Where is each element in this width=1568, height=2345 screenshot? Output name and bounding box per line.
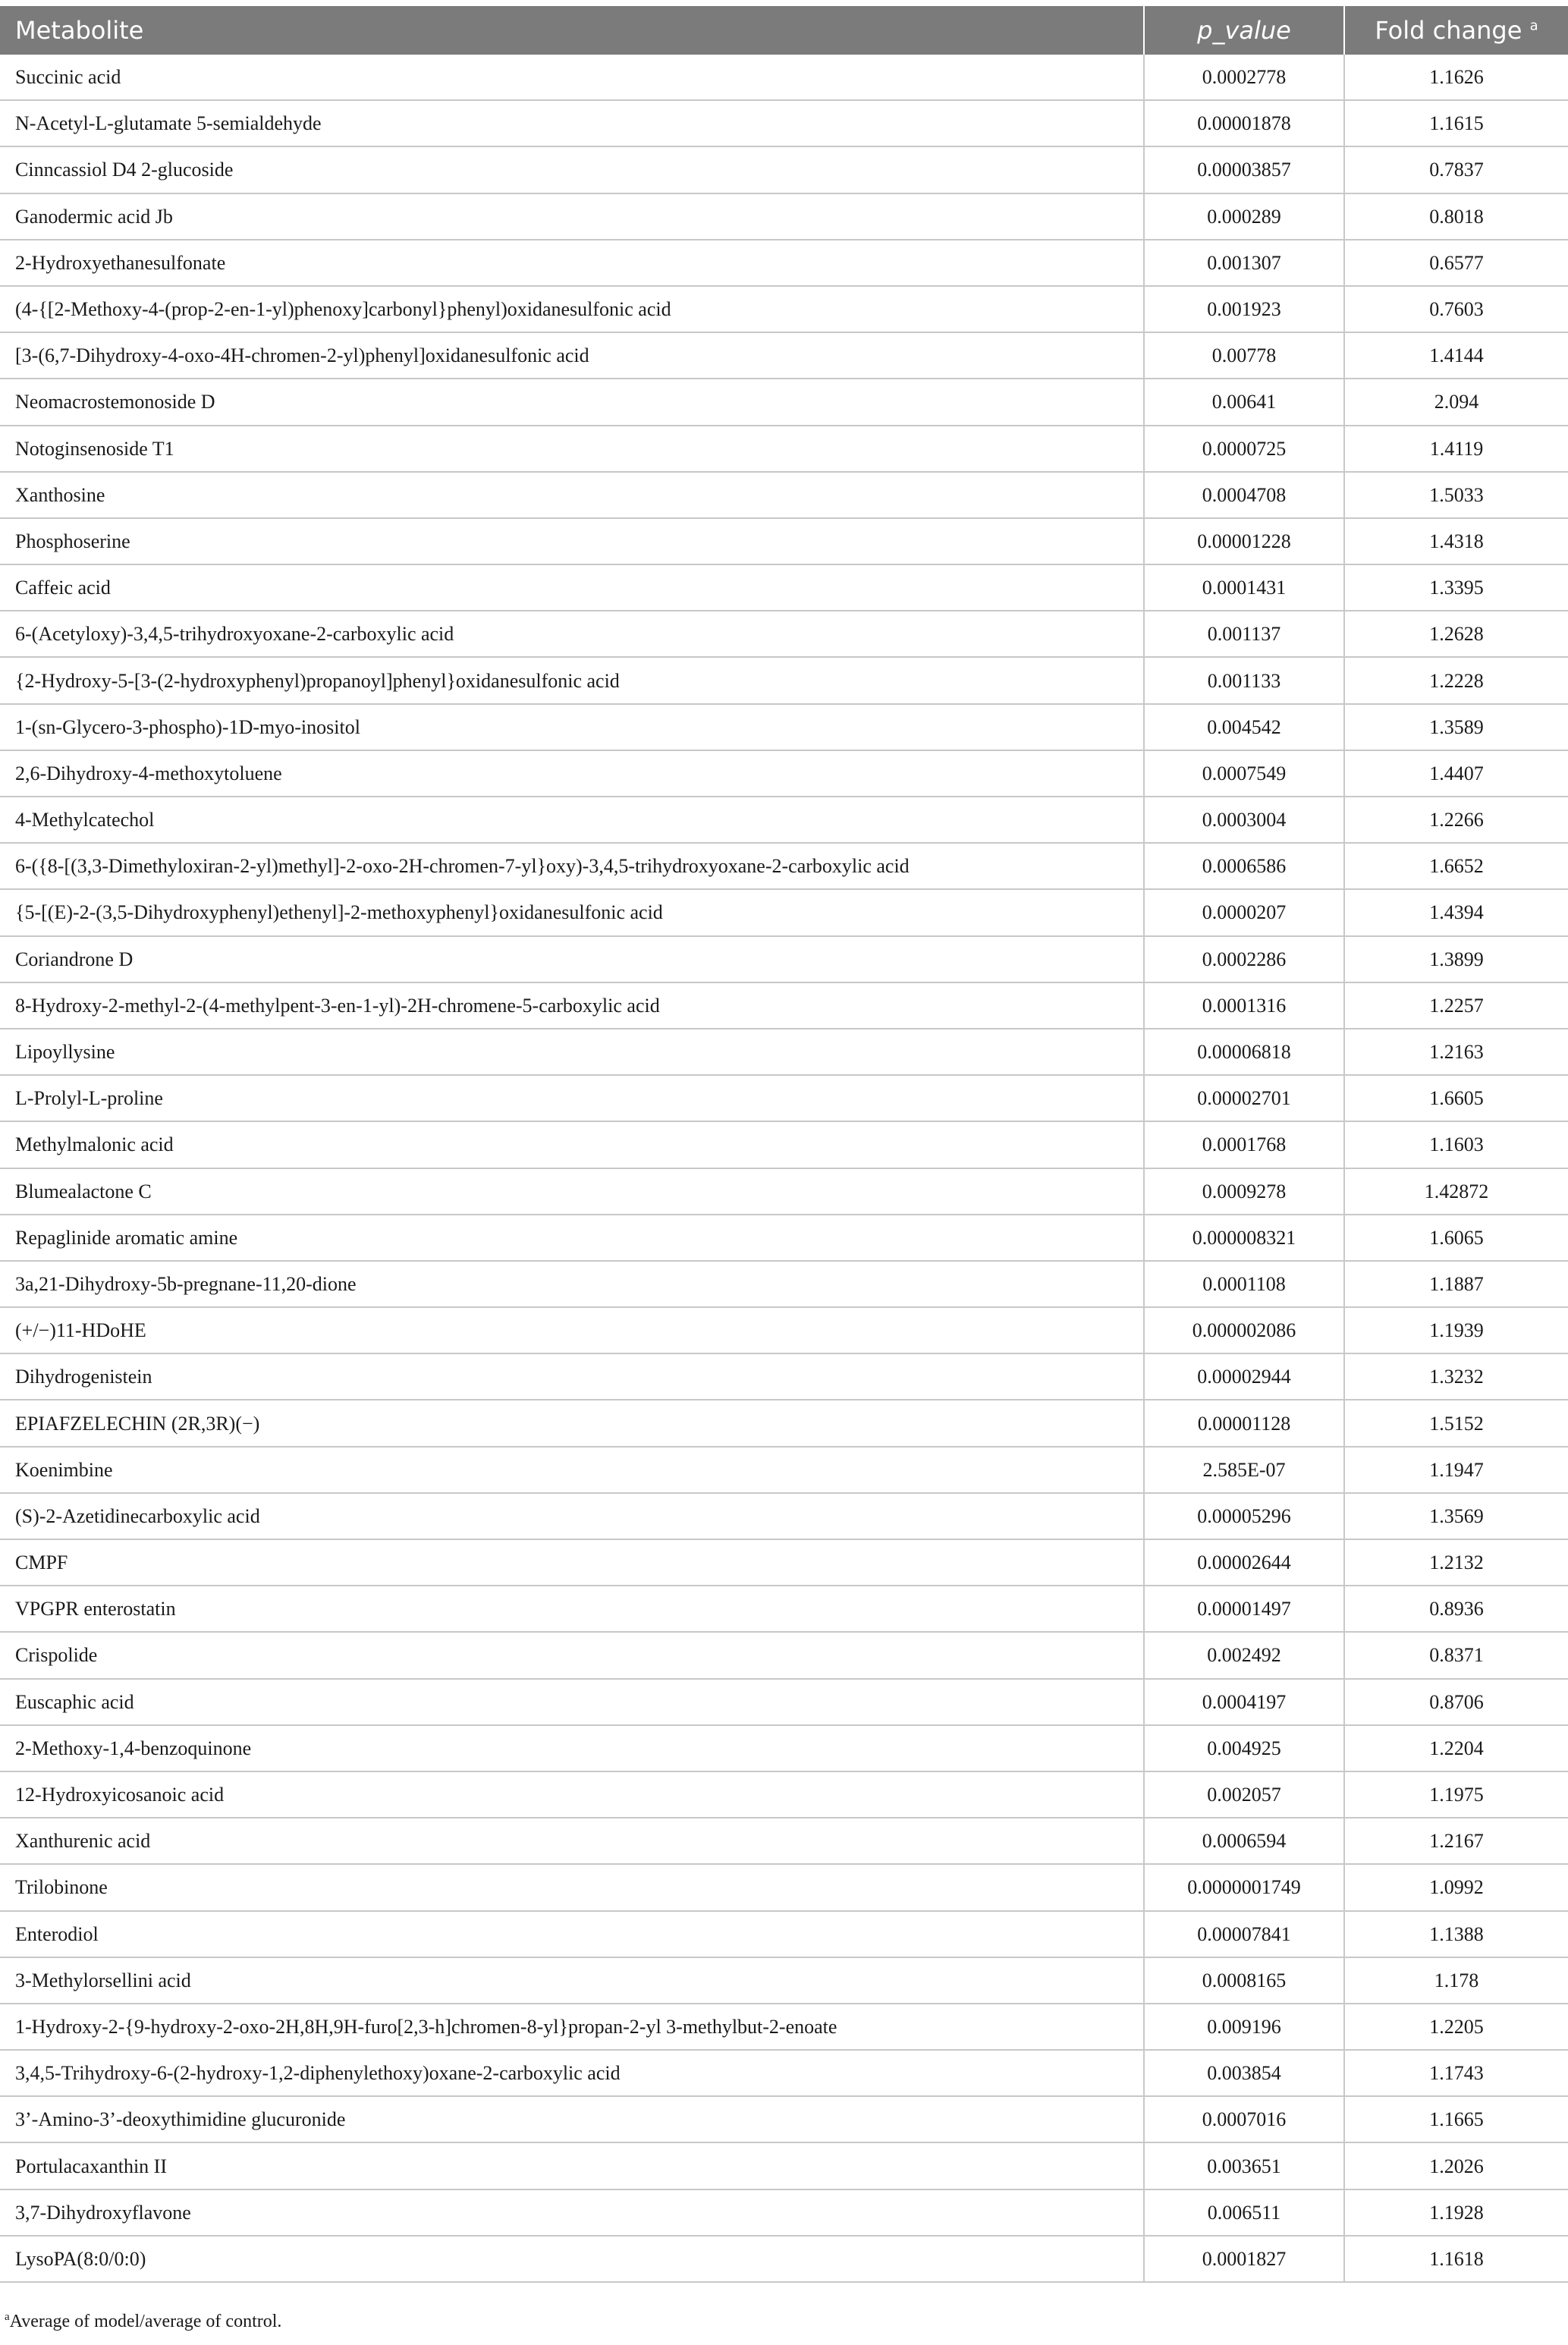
p-value-cell: 0.0000207 bbox=[1144, 889, 1344, 935]
p-value-cell: 0.003651 bbox=[1144, 2142, 1344, 2189]
p-value-cell: 0.000002086 bbox=[1144, 1307, 1344, 1353]
fold-change-cell: 0.8018 bbox=[1344, 193, 1568, 240]
metabolite-cell: Phosphoserine bbox=[0, 518, 1144, 564]
fold-change-cell: 1.1928 bbox=[1344, 2189, 1568, 2236]
table-row bbox=[0, 750, 1568, 797]
table-row bbox=[0, 1679, 1568, 1725]
metabolite-cell: Repaglinide aromatic amine bbox=[0, 1215, 1144, 1261]
p-value-cell: 0.004925 bbox=[1144, 1725, 1344, 1771]
table-row bbox=[0, 518, 1568, 564]
p-value-cell: 0.004542 bbox=[1144, 704, 1344, 750]
fold-change-cell: 1.2257 bbox=[1344, 982, 1568, 1029]
table-row bbox=[0, 843, 1568, 889]
fold-change-cell: 1.2266 bbox=[1344, 797, 1568, 843]
p-value-cell: 0.001307 bbox=[1144, 240, 1344, 286]
metabolite-cell: 1-Hydroxy-2-{9-hydroxy-2-oxo-2H,8H,9H-furo[2,3-h]chromen-8-yl}propan-2-yl 3-methylbut-2-enoate bbox=[0, 2004, 1144, 2050]
metabolite-cell: Neomacrostemonoside D bbox=[0, 379, 1144, 425]
table-row bbox=[0, 1493, 1568, 1539]
p-value-cell: 0.00002644 bbox=[1144, 1539, 1344, 1586]
table-row bbox=[0, 2189, 1568, 2236]
fold-change-cell: 1.3589 bbox=[1344, 704, 1568, 750]
metabolite-cell: {5-[(E)-2-(3,5-Dihydroxyphenyl)ethenyl]-2-methoxyphenyl}oxidanesulfonic acid bbox=[0, 889, 1144, 935]
metabolite-cell: {2-Hydroxy-5-[3-(2-hydroxyphenyl)propanoyl]phenyl}oxidanesulfonic acid bbox=[0, 657, 1144, 703]
metabolite-cell: 6-(Acetyloxy)-3,4,5-trihydroxyoxane-2-carboxylic acid bbox=[0, 611, 1144, 657]
fold-change-cell: 1.4394 bbox=[1344, 889, 1568, 935]
metabolite-cell: Koenimbine bbox=[0, 1447, 1144, 1493]
table-row bbox=[0, 889, 1568, 935]
p-value-cell: 0.00002944 bbox=[1144, 1353, 1344, 1400]
fold-change-cell: 1.3395 bbox=[1344, 564, 1568, 611]
p-value-cell: 0.0001768 bbox=[1144, 1121, 1344, 1168]
fold-change-cell: 1.1603 bbox=[1344, 1121, 1568, 1168]
p-value-cell: 0.00001497 bbox=[1144, 1586, 1344, 1632]
fold-change-cell: 1.4318 bbox=[1344, 518, 1568, 564]
table-row bbox=[0, 286, 1568, 332]
fold-change-cell: 1.4144 bbox=[1344, 332, 1568, 379]
metabolite-cell: Xanthosine bbox=[0, 472, 1144, 518]
fold-change-cell: 1.3232 bbox=[1344, 1353, 1568, 1400]
p-value-cell: 0.001137 bbox=[1144, 611, 1344, 657]
p-value-cell: 0.00778 bbox=[1144, 332, 1344, 379]
table-row bbox=[0, 1215, 1568, 1261]
p-value-cell: 0.003854 bbox=[1144, 2050, 1344, 2096]
p-value-cell: 0.0006594 bbox=[1144, 1818, 1344, 1864]
metabolite-cell: 2-Hydroxyethanesulfonate bbox=[0, 240, 1144, 286]
table-row bbox=[0, 1586, 1568, 1632]
table-row bbox=[0, 1307, 1568, 1353]
header-fold-change-footnote-marker: a bbox=[1529, 17, 1538, 34]
fold-change-cell: 1.2228 bbox=[1344, 657, 1568, 703]
table-row bbox=[0, 704, 1568, 750]
p-value-cell: 0.00001878 bbox=[1144, 100, 1344, 146]
fold-change-cell: 1.2026 bbox=[1344, 2142, 1568, 2189]
fold-change-cell: 1.4407 bbox=[1344, 750, 1568, 797]
metabolite-cell: 12-Hydroxyicosanoic acid bbox=[0, 1771, 1144, 1818]
p-value-cell: 0.0000725 bbox=[1144, 426, 1344, 472]
p-value-cell: 0.001923 bbox=[1144, 286, 1344, 332]
p-value-cell: 0.0001316 bbox=[1144, 982, 1344, 1029]
metabolite-cell: Euscaphic acid bbox=[0, 1679, 1144, 1725]
metabolite-cell: Portulacaxanthin II bbox=[0, 2142, 1144, 2189]
table-row bbox=[0, 472, 1568, 518]
fold-change-cell: 1.2167 bbox=[1344, 1818, 1568, 1864]
fold-change-cell: 1.5152 bbox=[1344, 1400, 1568, 1446]
metabolite-cell: Dihydrogenistein bbox=[0, 1353, 1144, 1400]
fold-change-cell: 1.1887 bbox=[1344, 1261, 1568, 1307]
table-body bbox=[0, 55, 1568, 2282]
metabolite-cell: 3,4,5-Trihydroxy-6-(2-hydroxy-1,2-diphenylethoxy)oxane-2-carboxylic acid bbox=[0, 2050, 1144, 2096]
fold-change-cell: 1.3569 bbox=[1344, 1493, 1568, 1539]
fold-change-cell: 1.2628 bbox=[1344, 611, 1568, 657]
metabolite-cell: Trilobinone bbox=[0, 1864, 1144, 1910]
metabolite-cell: EPIAFZELECHIN (2R,3R)(−) bbox=[0, 1400, 1144, 1446]
table-row bbox=[0, 2050, 1568, 2096]
table-row bbox=[0, 936, 1568, 982]
fold-change-cell: 0.7837 bbox=[1344, 146, 1568, 193]
p-value-cell: 0.002492 bbox=[1144, 1632, 1344, 1678]
p-value-cell: 0.0001827 bbox=[1144, 2236, 1344, 2282]
metabolite-cell: Notoginsenoside T1 bbox=[0, 426, 1144, 472]
table-row bbox=[0, 1121, 1568, 1168]
metabolite-cell: 2-Methoxy-1,4-benzoquinone bbox=[0, 1725, 1144, 1771]
table-row bbox=[0, 1632, 1568, 1678]
metabolite-cell: Lipoyllysine bbox=[0, 1029, 1144, 1075]
p-value-cell: 0.00003857 bbox=[1144, 146, 1344, 193]
header-row bbox=[0, 6, 1568, 55]
table-row bbox=[0, 1864, 1568, 1910]
metabolite-cell: Caffeic acid bbox=[0, 564, 1144, 611]
header-fold-change-label: Fold change bbox=[1375, 16, 1522, 45]
metabolite-cell: N-Acetyl-L-glutamate 5-semialdehyde bbox=[0, 100, 1144, 146]
fold-change-cell: 1.6605 bbox=[1344, 1075, 1568, 1121]
table-row bbox=[0, 1075, 1568, 1121]
metabolite-cell: Blumealactone C bbox=[0, 1168, 1144, 1215]
metabolite-cell: 3,7-Dihydroxyflavone bbox=[0, 2189, 1144, 2236]
fold-change-cell: 1.4119 bbox=[1344, 426, 1568, 472]
table-row bbox=[0, 1818, 1568, 1864]
table-row bbox=[0, 100, 1568, 146]
table-row bbox=[0, 426, 1568, 472]
metabolite-cell: 2,6-Dihydroxy-4-methoxytoluene bbox=[0, 750, 1144, 797]
metabolite-cell: LysoPA(8:0/0:0) bbox=[0, 2236, 1144, 2282]
p-value-cell: 0.000008321 bbox=[1144, 1215, 1344, 1261]
fold-change-cell: 0.8936 bbox=[1344, 1586, 1568, 1632]
table-row bbox=[0, 1168, 1568, 1215]
p-value-cell: 0.00005296 bbox=[1144, 1493, 1344, 1539]
p-value-cell: 0.0007549 bbox=[1144, 750, 1344, 797]
fold-change-cell: 0.6577 bbox=[1344, 240, 1568, 286]
fold-change-cell: 1.1947 bbox=[1344, 1447, 1568, 1493]
p-value-cell: 0.0004708 bbox=[1144, 472, 1344, 518]
fold-change-cell: 1.6065 bbox=[1344, 1215, 1568, 1261]
metabolite-cell: Coriandrone D bbox=[0, 936, 1144, 982]
p-value-cell: 0.0001431 bbox=[1144, 564, 1344, 611]
fold-change-cell: 1.1615 bbox=[1344, 100, 1568, 146]
fold-change-cell: 1.2163 bbox=[1344, 1029, 1568, 1075]
table-row bbox=[0, 1957, 1568, 2004]
table-footnote bbox=[5, 2311, 281, 2332]
table-row bbox=[0, 2096, 1568, 2142]
table-row bbox=[0, 564, 1568, 611]
p-value-cell: 0.0003004 bbox=[1144, 797, 1344, 843]
table-row bbox=[0, 1353, 1568, 1400]
fold-change-cell: 1.178 bbox=[1344, 1957, 1568, 2004]
metabolite-cell: Enterodiol bbox=[0, 1911, 1144, 1957]
metabolite-cell: 3’-Amino-3’-deoxythimidine glucuronide bbox=[0, 2096, 1144, 2142]
header-fold-change bbox=[1344, 6, 1568, 55]
table-row bbox=[0, 1447, 1568, 1493]
metabolite-cell: Methylmalonic acid bbox=[0, 1121, 1144, 1168]
table-row bbox=[0, 1400, 1568, 1446]
fold-change-cell: 1.2132 bbox=[1344, 1539, 1568, 1586]
footnote-marker: a bbox=[5, 2311, 10, 2323]
fold-change-cell: 1.1388 bbox=[1344, 1911, 1568, 1957]
metabolite-cell: Xanthurenic acid bbox=[0, 1818, 1144, 1864]
fold-change-cell: 1.5033 bbox=[1344, 472, 1568, 518]
p-value-cell: 0.00001128 bbox=[1144, 1400, 1344, 1446]
fold-change-cell: 1.1975 bbox=[1344, 1771, 1568, 1818]
p-value-cell: 0.0000001749 bbox=[1144, 1864, 1344, 1910]
table-row bbox=[0, 611, 1568, 657]
table-row bbox=[0, 379, 1568, 425]
fold-change-cell: 0.8706 bbox=[1344, 1679, 1568, 1725]
fold-change-cell: 1.1626 bbox=[1344, 55, 1568, 100]
fold-change-cell: 1.2205 bbox=[1344, 2004, 1568, 2050]
p-value-cell: 0.0004197 bbox=[1144, 1679, 1344, 1725]
p-value-cell: 0.00001228 bbox=[1144, 518, 1344, 564]
p-value-cell: 0.00007841 bbox=[1144, 1911, 1344, 1957]
p-value-cell: 0.0007016 bbox=[1144, 2096, 1344, 2142]
table-row bbox=[0, 55, 1568, 100]
table-row bbox=[0, 1771, 1568, 1818]
metabolite-cell: (+/−)11-HDoHE bbox=[0, 1307, 1144, 1353]
table-row bbox=[0, 332, 1568, 379]
p-value-cell: 0.009196 bbox=[1144, 2004, 1344, 2050]
p-value-cell: 0.0008165 bbox=[1144, 1957, 1344, 2004]
metabolite-cell: 8-Hydroxy-2-methyl-2-(4-methylpent-3-en-1-yl)-2H-chromene-5-carboxylic acid bbox=[0, 982, 1144, 1029]
metabolite-cell: (S)-2-Azetidinecarboxylic acid bbox=[0, 1493, 1144, 1539]
metabolite-cell: [3-(6,7-Dihydroxy-4-oxo-4H-chromen-2-yl)phenyl]oxidanesulfonic acid bbox=[0, 332, 1144, 379]
metabolite-table-container bbox=[0, 6, 1568, 2283]
table-row bbox=[0, 1029, 1568, 1075]
table-row bbox=[0, 1261, 1568, 1307]
fold-change-cell: 1.2204 bbox=[1344, 1725, 1568, 1771]
table-row bbox=[0, 193, 1568, 240]
p-value-cell: 0.0009278 bbox=[1144, 1168, 1344, 1215]
table-header bbox=[0, 6, 1568, 55]
fold-change-cell: 1.1939 bbox=[1344, 1307, 1568, 1353]
metabolite-cell: 3a,21-Dihydroxy-5b-pregnane-11,20-dione bbox=[0, 1261, 1144, 1307]
table-row bbox=[0, 1725, 1568, 1771]
table-row bbox=[0, 797, 1568, 843]
fold-change-cell: 2.094 bbox=[1344, 379, 1568, 425]
metabolite-cell: Crispolide bbox=[0, 1632, 1144, 1678]
metabolite-cell: L-Prolyl-L-proline bbox=[0, 1075, 1144, 1121]
p-value-cell: 0.001133 bbox=[1144, 657, 1344, 703]
metabolite-cell: Succinic acid bbox=[0, 55, 1144, 100]
header-metabolite: Metabolite bbox=[0, 6, 1144, 55]
fold-change-cell: 1.0992 bbox=[1344, 1864, 1568, 1910]
fold-change-cell: 1.6652 bbox=[1344, 843, 1568, 889]
fold-change-cell: 1.1618 bbox=[1344, 2236, 1568, 2282]
p-value-cell: 0.000289 bbox=[1144, 193, 1344, 240]
fold-change-cell: 1.42872 bbox=[1344, 1168, 1568, 1215]
table-row bbox=[0, 982, 1568, 1029]
metabolite-cell: (4-{[2-Methoxy-4-(prop-2-en-1-yl)phenoxy]carbonyl}phenyl)oxidanesulfonic acid bbox=[0, 286, 1144, 332]
header-p-value-label: p_value bbox=[1197, 16, 1291, 45]
metabolite-cell: Cinncassiol D4 2-glucoside bbox=[0, 146, 1144, 193]
metabolite-cell: 3-Methylorsellini acid bbox=[0, 1957, 1144, 2004]
table-row bbox=[0, 146, 1568, 193]
table-row bbox=[0, 1539, 1568, 1586]
p-value-cell: 0.00006818 bbox=[1144, 1029, 1344, 1075]
table-row bbox=[0, 1911, 1568, 1957]
metabolite-cell: 1-(sn-Glycero-3-phospho)-1D-myo-inositol bbox=[0, 704, 1144, 750]
fold-change-cell: 0.8371 bbox=[1344, 1632, 1568, 1678]
metabolite-cell: Ganodermic acid Jb bbox=[0, 193, 1144, 240]
p-value-cell: 0.0002286 bbox=[1144, 936, 1344, 982]
header-p-value bbox=[1144, 6, 1344, 55]
p-value-cell: 0.00002701 bbox=[1144, 1075, 1344, 1121]
table-row bbox=[0, 240, 1568, 286]
fold-change-cell: 1.1743 bbox=[1344, 2050, 1568, 2096]
p-value-cell: 0.0006586 bbox=[1144, 843, 1344, 889]
fold-change-cell: 0.7603 bbox=[1344, 286, 1568, 332]
metabolite-table bbox=[0, 6, 1568, 2283]
metabolite-cell: 6-({8-[(3,3-Dimethyloxiran-2-yl)methyl]-2-oxo-2H-chromen-7-yl}oxy)-3,4,5-trihydroxyoxane-2-carboxylic acid bbox=[0, 843, 1144, 889]
p-value-cell: 0.006511 bbox=[1144, 2189, 1344, 2236]
fold-change-cell: 1.3899 bbox=[1344, 936, 1568, 982]
p-value-cell: 0.0001108 bbox=[1144, 1261, 1344, 1307]
fold-change-cell: 1.1665 bbox=[1344, 2096, 1568, 2142]
metabolite-cell: VPGPR enterostatin bbox=[0, 1586, 1144, 1632]
p-value-cell: 0.002057 bbox=[1144, 1771, 1344, 1818]
p-value-cell: 0.00641 bbox=[1144, 379, 1344, 425]
table-row bbox=[0, 2142, 1568, 2189]
p-value-cell: 0.0002778 bbox=[1144, 55, 1344, 100]
footnote-text: Average of model/average of control. bbox=[9, 2312, 282, 2331]
table-row bbox=[0, 657, 1568, 703]
metabolite-cell: 4-Methylcatechol bbox=[0, 797, 1144, 843]
table-row bbox=[0, 2236, 1568, 2282]
p-value-cell: 2.585E-07 bbox=[1144, 1447, 1344, 1493]
metabolite-cell: CMPF bbox=[0, 1539, 1144, 1586]
table-row bbox=[0, 2004, 1568, 2050]
